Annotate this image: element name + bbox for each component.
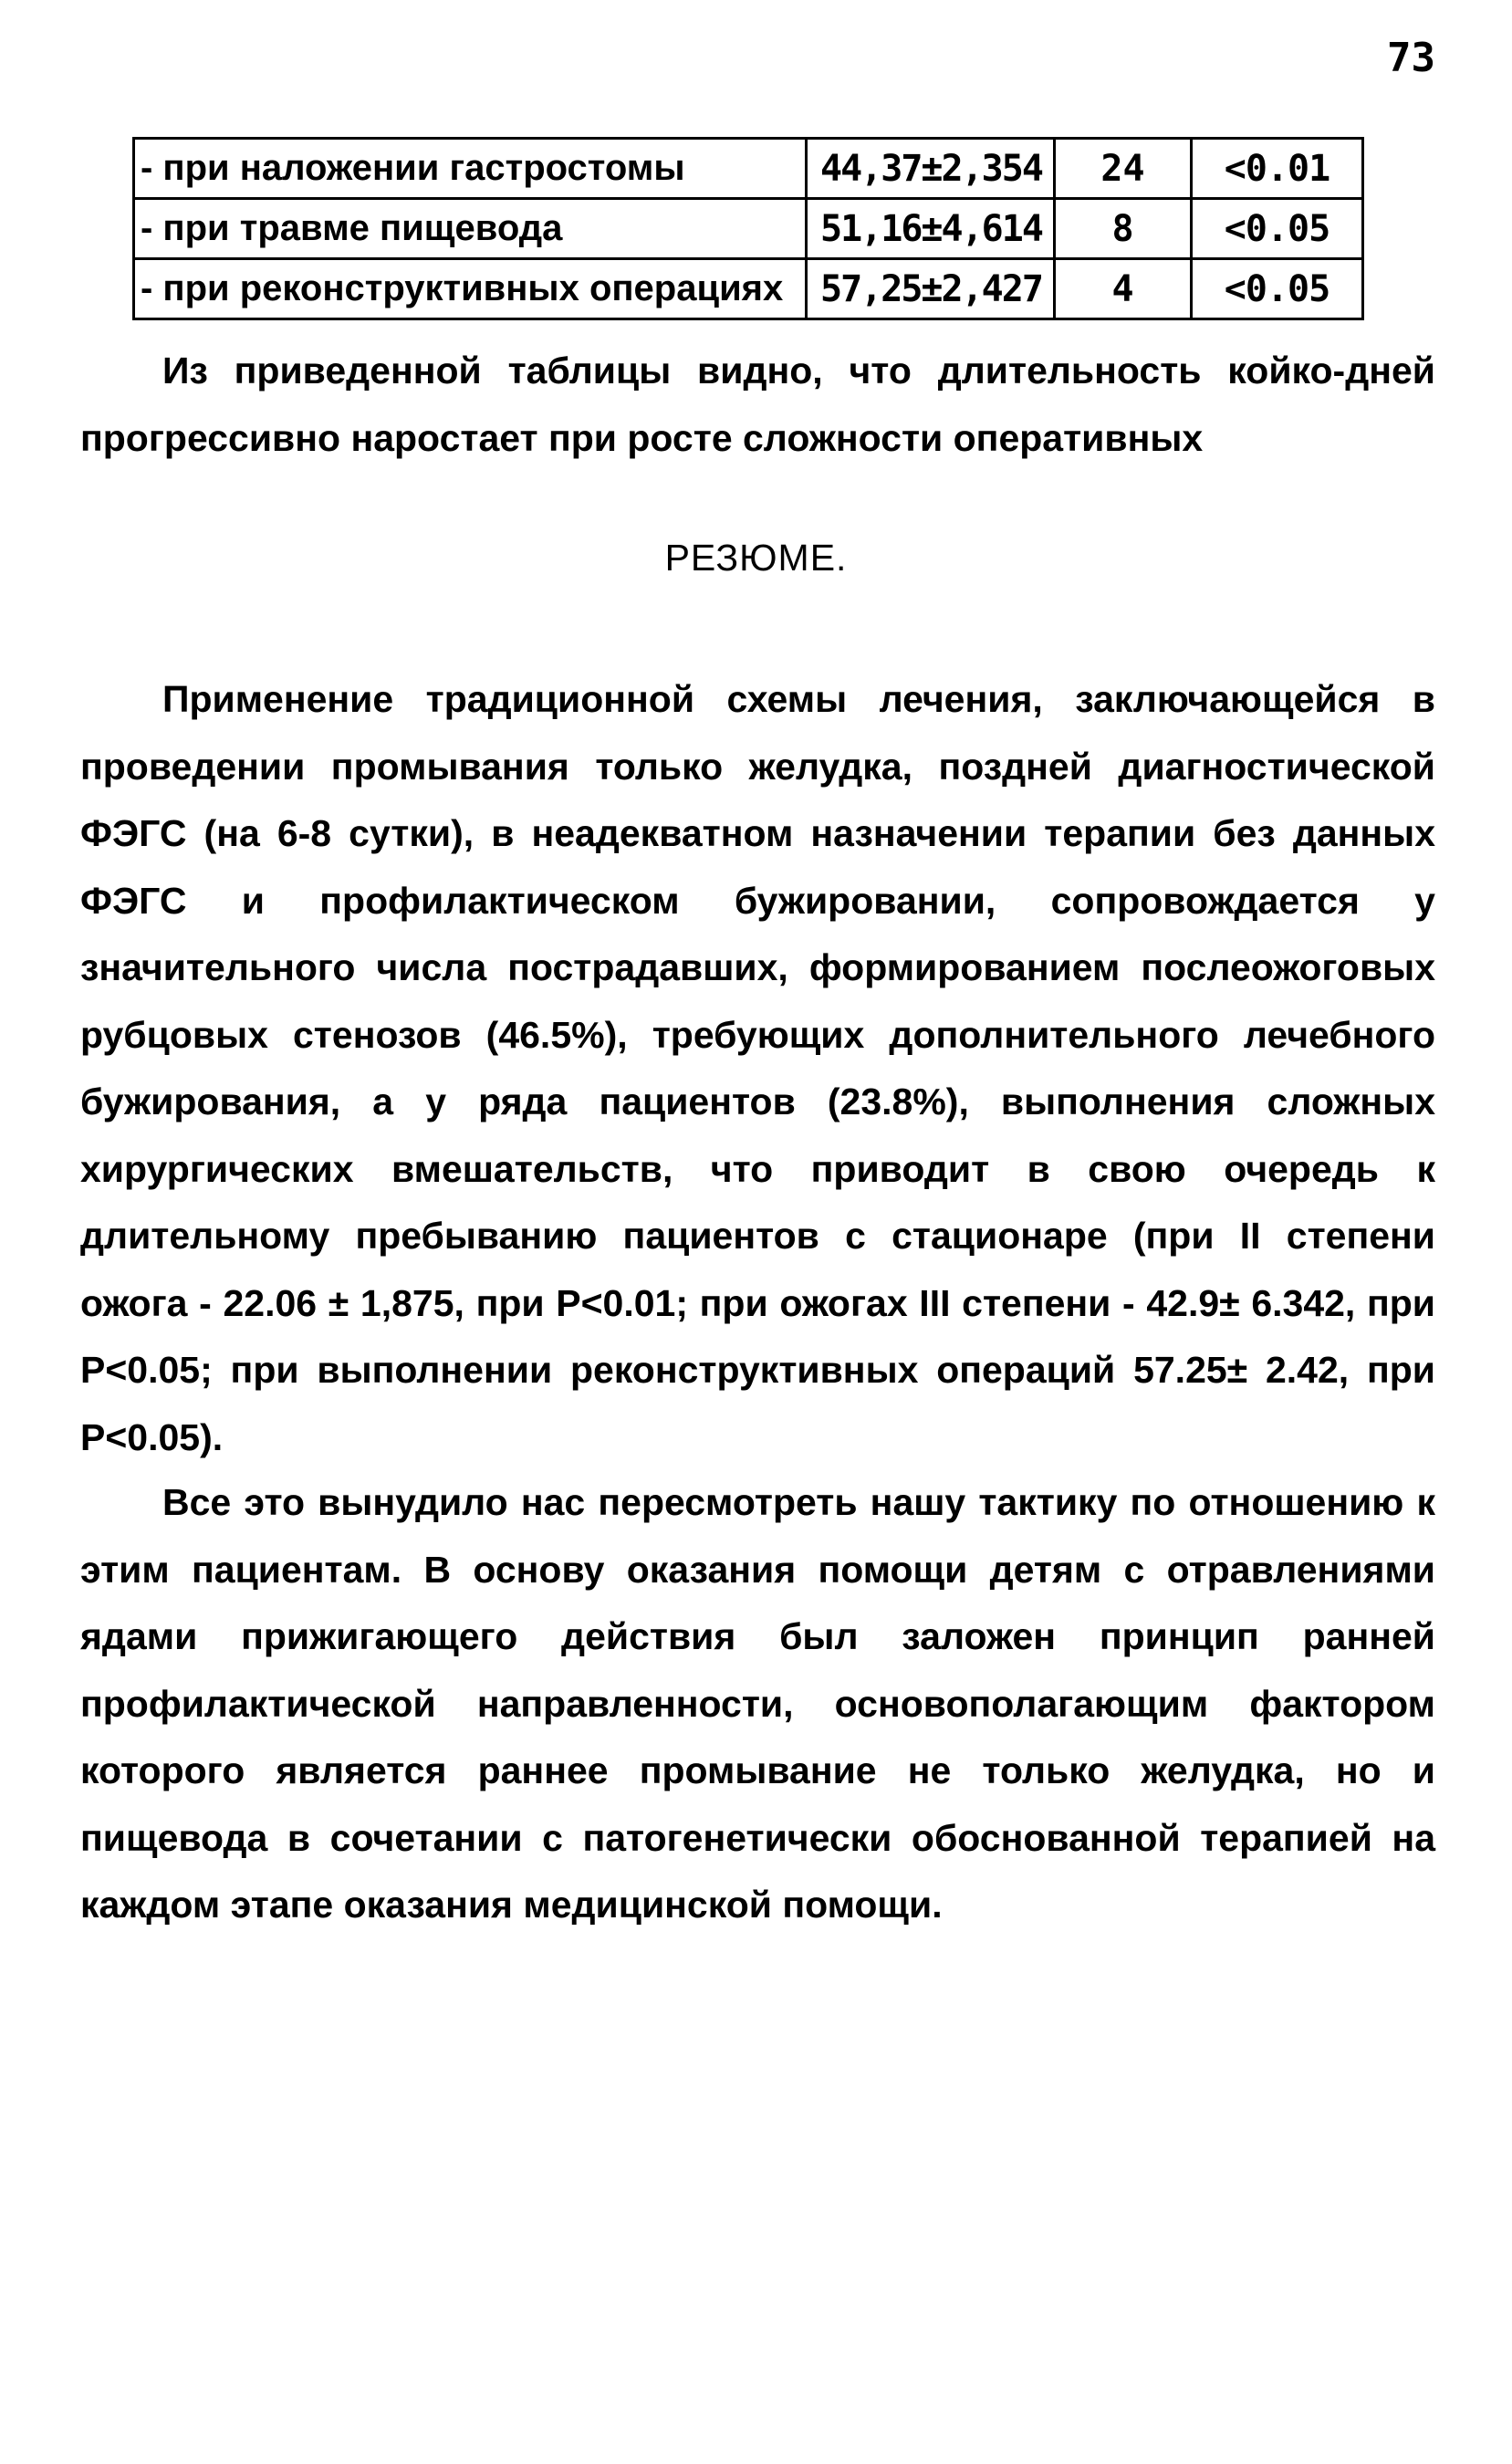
statistics-table bbox=[132, 137, 1364, 320]
resume-heading: РЕЗЮМЕ. bbox=[664, 537, 848, 579]
row-count: 24 bbox=[1055, 139, 1192, 199]
page-number: 73 bbox=[1387, 35, 1435, 81]
table-row bbox=[134, 139, 1363, 199]
table-row bbox=[134, 259, 1363, 319]
row-label: - при наложении гастростомы bbox=[134, 139, 807, 199]
table-conclusion-paragraph: Из приведенной таблицы видно, что длительность койко-дней прогрессивно наростает при росте сложности оперативных bbox=[80, 350, 1435, 459]
row-mean-value: 51,16±4,614 bbox=[807, 199, 1055, 259]
row-label: - при травме пищевода bbox=[134, 199, 807, 259]
row-p-value: <0.05 bbox=[1192, 199, 1363, 259]
row-count: 4 bbox=[1055, 259, 1192, 319]
resume-paragraph: Все это вынудило нас пересмотреть нашу тактику по отношению к этим пациентам. В основу оказания помощи детям с отравлениями ядами прижигающего действия был заложен принцип ранней профилактической направленности, основополагающим фактором которого является раннее промывание не только желудка, но и пищевода в сочетании с патогенетически обоснованной терапией на каждом этапе оказания медицинской помощи. bbox=[80, 1481, 1435, 1926]
resume-paragraph: Применение традиционной схемы лечения, заключающейся в проведении промывания только желудка, поздней диагностической ФЭГС (на 6-8 сутки), в неадекватном назначении терапии без данных ФЭГС и профилактическом бужировании, сопровождается у значительного числа пострадавших, формированием послеожоговых рубцовых стенозов (46.5%), требующих дополнительного лечебного бужирования, а у ряда пациентов (23.8%), выполнения сложных хирургических вмешательств, что приводит в свою очередь к длительному пребыванию пациентов с стационаре (при II степени ожога - 22.06 ± 1,875, при Р<0.01; при ожогах III степени - 42.9± 6.342, при Р<0.05; при выполнении реконструктивных операций 57.25± 2.42, при Р<0.05). bbox=[80, 678, 1435, 1458]
row-mean-value: 57,25±2,427 bbox=[807, 259, 1055, 319]
table-row bbox=[134, 199, 1363, 259]
row-label: - при реконструктивных операциях bbox=[134, 259, 807, 319]
row-mean-value: 44,37±2,354 bbox=[807, 139, 1055, 199]
row-p-value: <0.05 bbox=[1192, 259, 1363, 319]
row-count: 8 bbox=[1055, 199, 1192, 259]
row-p-value: <0.01 bbox=[1192, 139, 1363, 199]
